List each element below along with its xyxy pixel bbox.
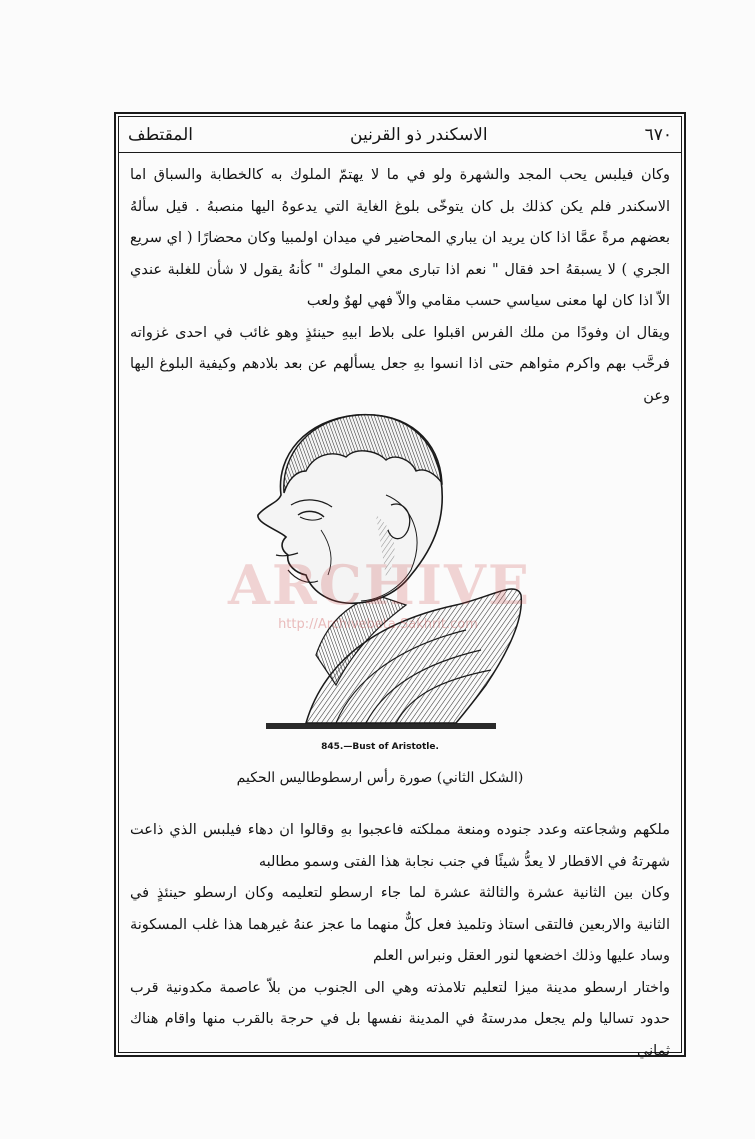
article-title: الاسكندر ذو القرنين	[350, 125, 488, 145]
text-line: ملكهم وشجاعته وعدد جنوده ومنعة مملكته فاعجبوا بهِ وقالوا ان دهاء فيلبس الذي ذاعت	[130, 822, 670, 838]
bust-of-aristotle-image	[236, 405, 528, 750]
text-line: الاسكندر فلم يكن كذلك بل كان يتوخّى بلوغ الغاية التي يدعوهُ اليها منصبهُ . قيل سألهُ	[130, 198, 670, 215]
text-line: شهرتهُ في الاقطار لا يعدُّ شيئًا في جنب نجابة هذا الفتى وسمو مطالبه	[258, 853, 670, 870]
running-header	[128, 120, 672, 150]
text-line: وكان بين الثانية عشرة والثالثة عشرة لما جاء ارسطو لتعليمه وكان ارسطو حينئذٍ في	[130, 885, 670, 901]
text-line: واختار ارسطو مدينة ميزا لتعليم تلامذته وهي الى الجنوب من بلاّ عاصمة مكدونية قرب	[130, 979, 670, 996]
body-text-bottom	[130, 815, 670, 1067]
header-rule	[118, 152, 682, 153]
body-text-top	[130, 160, 670, 412]
text-line: الجري ) لا يسبقهُ احد فقال " نعم اذا تبارى معي الملوك " كأنهُ يقول لا شأن للغلبة عندي	[130, 261, 670, 278]
watermark-url: http://Archivebeta.Sakhrit.com	[278, 617, 478, 632]
text-line: الثانية والاربعين فالتقى استاذ وتلميذ فعل كلٌّ منهما ما عجز عنهُ غيرهما هذا غلب المسكونة	[130, 916, 670, 933]
text-line: بعضهم مرةً عمَّا اذا كان يريد ان يباري المحاضير في ميدان اولمبيا وكان محضارًا ( اي سريع	[130, 230, 670, 246]
text-line: حدود تساليا ولم يجعل مدرستهُ في المدينة نفسها بل في حرجة بالقرب منها واقام هناك ثماني	[130, 1011, 670, 1059]
figure-caption: (الشكل الثاني) صورة رأس ارسطوطاليس الحكيم	[236, 770, 524, 786]
figure-label: 845.—Bust of Aristotle.	[321, 742, 439, 752]
text-line: ويقال ان وفودًا من ملك الفرس اقبلوا على بلاط ابيهِ حينئذٍ وهو غائب في احدى غزواته	[130, 324, 670, 341]
watermark-text: ARCHIVE	[228, 553, 532, 617]
text-line: الاّ اذا كان لها معنى سياسي حسب مقامي والاّ فهي لهوٌ ولعب	[306, 293, 670, 309]
journal-name: المقتطف	[128, 125, 194, 145]
page-number: ٦٧٠	[644, 125, 672, 145]
text-line: وكان فيلبس يحب المجد والشهرة ولو في ما لا يهتمّ الملوك به كالخطابة والسباق اما	[130, 167, 670, 183]
text-line: وساد عليها وذلك اخضعها لنور العقل ونبراس العلم	[372, 948, 670, 964]
text-line: فرحَّب بهم واكرم مثواهم حتى اذا انسوا بهِ جعل يسألهم عن بعد بلادهم وكيفية البلوغ اليها وعن	[130, 356, 670, 404]
bust-illustration	[236, 405, 528, 750]
